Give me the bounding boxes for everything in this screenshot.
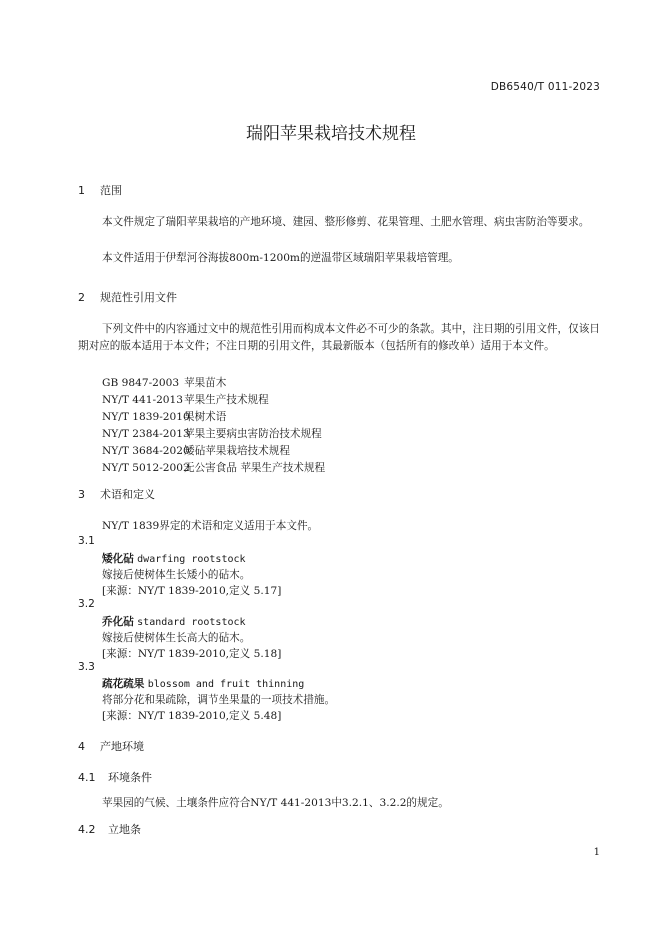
- section-3-intro: NY/T 1839界定的术语和定义适用于本文件。: [102, 520, 319, 532]
- section-1-heading: [78, 182, 122, 198]
- reference-item: [102, 460, 325, 475]
- section-1-paragraph-2: 本文件适用于伊犁河谷海拔800m-1200m的逆温带区域瑞阳苹果栽培管理。: [102, 252, 459, 264]
- term-chinese: 疏花疏果: [102, 678, 145, 690]
- page-number: 1: [593, 847, 600, 858]
- section-4-heading: [78, 738, 144, 754]
- section-3-heading: [78, 486, 155, 502]
- term-source: [来源：NY/T 1839-2010,定义 5.48]: [102, 710, 282, 722]
- section-number: 2: [78, 291, 85, 304]
- reference-item: [102, 409, 226, 424]
- reference-item: [102, 375, 226, 390]
- term-number: 3.2: [78, 598, 95, 610]
- reference-item: [102, 443, 290, 458]
- term-number: 3.1: [78, 535, 95, 547]
- term-number: 3.3: [78, 661, 95, 673]
- term-english: blossom and fruit thinning: [147, 679, 305, 690]
- term-source: [来源：NY/T 1839-2010,定义 5.17]: [102, 585, 282, 597]
- reference-name: 果树术语: [184, 411, 227, 423]
- section-2-intro: 下列文件中的内容通过文中的规范性引用而构成本文件必不可少的条款。其中，注日期的引用文件，仅该日期对应的版本适用于本文件；不注日期的引用文件，其最新版本（包括所有的修改单）适用于本文件。: [78, 323, 600, 352]
- term-definition: 嫁接后使树体生长高大的砧木。: [102, 632, 251, 644]
- section-2-heading: [78, 289, 177, 305]
- term-definition: 将部分花和果疏除，调节坐果量的一项技术措施。: [102, 694, 336, 706]
- document-number: DB6540/T 011-2023: [490, 81, 600, 93]
- reference-code: NY/T 441-2013: [102, 394, 184, 406]
- subsection-title: 环境条件: [108, 771, 152, 784]
- term-chinese: 矮化砧: [102, 553, 134, 565]
- term-heading: [102, 551, 246, 566]
- term-definition: 嫁接后使树体生长矮小的砧木。: [102, 569, 251, 581]
- reference-code: NY/T 2384-2013: [102, 428, 190, 440]
- section-number: 4: [78, 740, 85, 753]
- reference-name: 苹果苗木: [184, 377, 227, 389]
- section-title: 范围: [100, 184, 122, 197]
- reference-code: GB 9847-2003: [102, 377, 180, 389]
- section-number: 1: [78, 184, 85, 197]
- reference-name: 苹果生产技术规程: [184, 394, 269, 406]
- reference-item: [102, 392, 269, 407]
- term-heading: [102, 614, 246, 629]
- term-chinese: 乔化砧: [102, 616, 134, 628]
- section-title: 产地环境: [100, 740, 144, 753]
- term-source: [来源：NY/T 1839-2010,定义 5.18]: [102, 648, 282, 660]
- reference-name: 矮砧苹果栽培技术规程: [184, 445, 290, 457]
- reference-code: NY/T 3684-2020: [102, 445, 190, 457]
- subsection-4-1-text: 苹果园的气候、土壤条件应符合NY/T 441-2013中3.2.1、3.2.2的规定。: [102, 797, 449, 809]
- subsection-4-1-heading: [78, 769, 152, 785]
- section-title: 规范性引用文件: [100, 291, 177, 304]
- reference-name: 无公害食品 苹果生产技术规程: [184, 462, 326, 474]
- section-1-paragraph-1: 本文件规定了瑞阳苹果栽培的产地环境、建园、整形修剪、花果管理、土肥水管理、病虫害防治等要求。: [102, 216, 590, 228]
- section-title: 术语和定义: [100, 488, 155, 501]
- subsection-number: 4.2: [78, 823, 96, 836]
- term-english: dwarfing rootstock: [137, 554, 246, 565]
- term-heading: [102, 676, 304, 691]
- section-number: 3: [78, 488, 85, 501]
- subsection-number: 4.1: [78, 771, 96, 784]
- document-title: 瑞阳苹果栽培技术规程: [246, 124, 416, 144]
- reference-name: 苹果主要病虫害防治技术规程: [184, 428, 322, 440]
- subsection-4-2-heading: [78, 821, 141, 837]
- reference-code: NY/T 1839-2010: [102, 411, 190, 423]
- reference-item: [102, 426, 322, 441]
- subsection-title: 立地条: [108, 823, 141, 836]
- term-english: standard rootstock: [137, 617, 246, 628]
- reference-code: NY/T 5012-2002: [102, 462, 190, 474]
